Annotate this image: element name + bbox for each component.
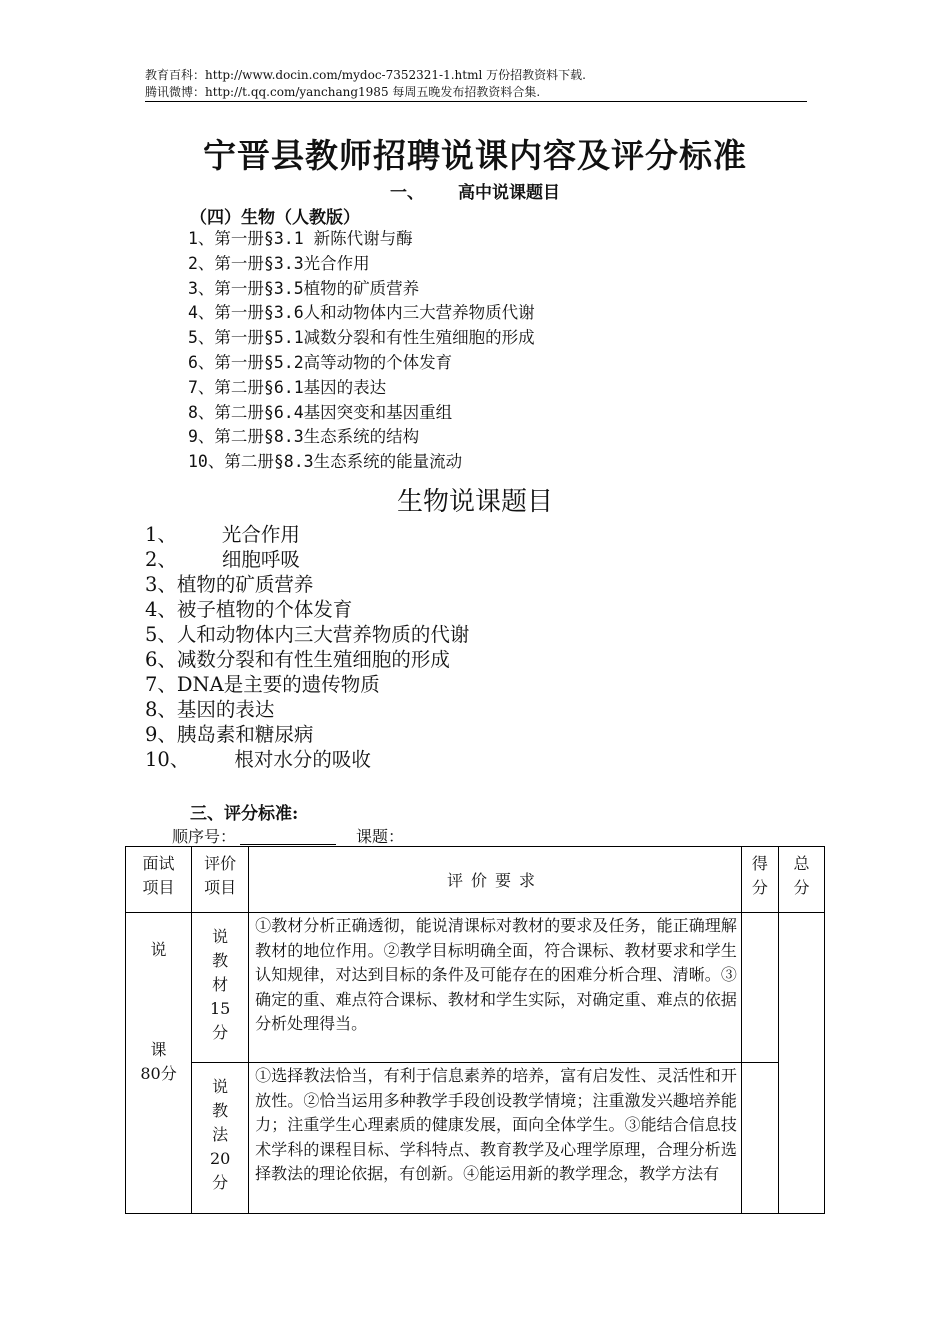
score-cell[interactable]: [741, 913, 778, 1063]
subject-heading: （四）生物（人教版）: [190, 208, 360, 228]
list-item: 9、第二册§8.3生态系统的结构: [188, 427, 420, 447]
eval-item-text: 说 教 材 15 分: [209, 927, 231, 1042]
header-eval-label: 评价 项目: [204, 854, 237, 897]
eval-item-text: 说 教 法 20 分: [209, 1077, 231, 1192]
page-title: 宁晋县教师招聘说课内容及评分标准: [203, 136, 747, 175]
topic-label: 课题：: [356, 827, 405, 846]
header-interview-item: [126, 847, 192, 913]
list-item: [145, 622, 469, 647]
table-header-row: [126, 847, 825, 913]
section-one-label: 高中说课题目: [458, 183, 560, 203]
list-item: 2、第一册§3.3光合作用: [188, 253, 370, 273]
list-item: 3、第一册§3.5植物的矿质营养: [188, 278, 420, 298]
item-number: 3、: [145, 573, 177, 596]
item-text: 减数分裂和有性生殖细胞的形成: [176, 648, 450, 671]
table-row: [126, 1063, 825, 1214]
item-number: 9、: [145, 723, 177, 746]
item-number: 7、: [145, 673, 177, 696]
list-item: [145, 547, 469, 572]
header-eval-item: [192, 847, 249, 913]
list-item: 10、第二册§8.3生态系统的能量流动: [188, 452, 463, 472]
requirement-textbook: ①教材分析正确透彻，能说清课标对教材的要求及任务，能正确理解教材的地位作用。②教学目标明确全面，符合课标、教材要求和学生认知规律，对达到目标的条件及可能存在的困难分析合理、清晰。③确定的重、难点符合课标、教材和学生实际，对确定重、难点的依据分析处理得当。: [249, 913, 742, 1063]
score-cell[interactable]: [741, 1063, 778, 1214]
item-text: 植物的矿质营养: [176, 573, 314, 596]
high-school-topic-list: [188, 227, 535, 475]
list-item: [145, 522, 469, 547]
list-item: [145, 722, 469, 747]
list-item: 6、第一册§5.2高等动物的个体发育: [188, 352, 453, 372]
section-one-heading: [0, 178, 950, 203]
header-total: [778, 847, 824, 913]
list-item: [145, 672, 469, 697]
eval-item-method: [192, 1063, 249, 1214]
item-text: 根对水分的吸收: [234, 748, 371, 771]
header-requirements: 评价要求: [249, 847, 742, 913]
eval-item-textbook: [192, 913, 249, 1063]
item-text: 光合作用: [221, 523, 300, 546]
header-note-line1: 教育百科：http://www.docin.com/mydoc-7352321-1.html 万份招教资料下载.: [145, 68, 586, 82]
speak-char: 说: [150, 940, 167, 959]
list-item: 1、第一册§3.1 新陈代谢与酶: [188, 229, 413, 248]
item-text: 人和动物体内三大营养物质的代谢: [176, 623, 470, 646]
total-cell[interactable]: [778, 913, 824, 1214]
scoring-table: [125, 846, 825, 1214]
biology-topic-list: [145, 522, 469, 772]
table-row: [126, 913, 825, 1063]
item-text: 细胞呼吸: [221, 548, 300, 571]
list-item: 8、第二册§6.4基因突变和基因重组: [188, 402, 453, 422]
header-score-label: 得 分: [751, 854, 768, 897]
item-text: 胰岛素和糖尿病: [176, 723, 314, 746]
header-total-label: 总 分: [793, 854, 810, 897]
list-item: [145, 597, 469, 622]
item-number: 8、: [145, 698, 177, 721]
list-item: 5、第一册§5.1减数分裂和有性生殖细胞的形成: [188, 328, 535, 348]
header-score: [741, 847, 778, 913]
course-points: 80分: [140, 1064, 177, 1083]
section-one-number: 一、: [390, 183, 424, 203]
item-text: DNA是主要的遗传物质: [176, 673, 380, 696]
header-note-line2: 腾讯微博：http://t.qq.com/yanchang1985 每周五晚发布招教资料合集.: [145, 85, 541, 99]
item-number: 2、: [145, 548, 177, 571]
header-interview-label: 面试 项目: [142, 854, 175, 897]
section-three-heading: 三、评分标准:: [190, 804, 299, 824]
item-text: 被子植物的个体发育: [176, 598, 353, 621]
sequence-line: [172, 824, 404, 847]
list-item: 7、第二册§6.1基因的表达: [188, 377, 387, 397]
header-divider: [145, 101, 807, 102]
list-item: [145, 697, 469, 722]
list-item: [145, 747, 469, 772]
sequence-number-blank[interactable]: [240, 828, 336, 845]
item-text: 基因的表达: [176, 698, 275, 721]
biology-topics-title: 生物说课题目: [396, 487, 553, 517]
requirement-method: ①选择教法恰当，有利于信息素养的培养，富有启发性、灵活性和开放性。②恰当运用多种教学手段创设教学情境；注重激发兴趣培养能力；注重学生心理素质的健康发展，面向全体学生。③能结合信息技术学科的课程目标、学科特点、教育教学及心理学原理，合理分析选择教法的理论依据，有创新。④能运用新的教学理念，教学方法有: [249, 1063, 742, 1214]
list-item: 4、第一册§3.6人和动物体内三大营养物质代谢: [188, 303, 535, 323]
list-item: [145, 572, 469, 597]
item-number: 10、: [145, 748, 190, 771]
course-char: 课: [150, 1040, 167, 1059]
item-number: 6、: [145, 648, 177, 671]
list-item: [145, 647, 469, 672]
item-number: 5、: [145, 623, 177, 646]
item-number: 4、: [145, 598, 177, 621]
sequence-label: 顺序号：: [172, 827, 237, 846]
speak-course-cell: [126, 913, 192, 1214]
item-number: 1、: [145, 523, 177, 546]
